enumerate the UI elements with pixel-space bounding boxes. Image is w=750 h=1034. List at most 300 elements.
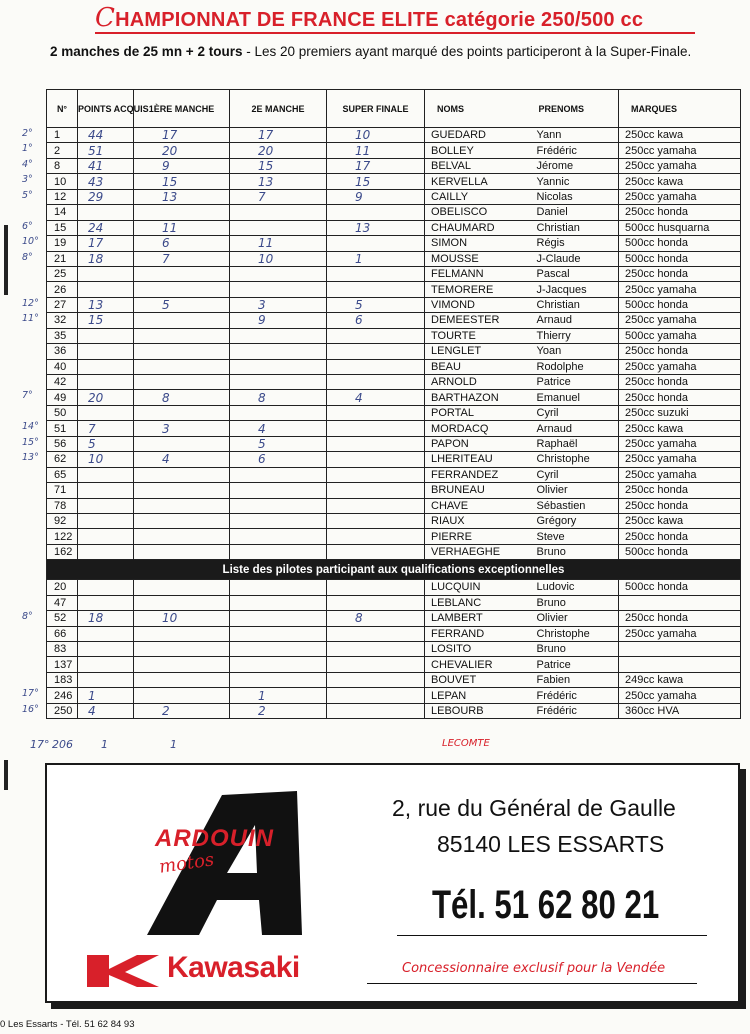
cell-marque: 250cc honda bbox=[619, 344, 741, 359]
cell-points: 51 bbox=[78, 143, 134, 158]
cell-marque: 249cc kawa bbox=[619, 672, 741, 687]
cell-number: 2 bbox=[47, 143, 78, 158]
rank-annotation: 12° bbox=[22, 298, 39, 309]
table-row bbox=[47, 580, 741, 595]
cell-marque: 250cc honda bbox=[619, 611, 741, 626]
cell-nom: BOLLEY bbox=[425, 143, 535, 158]
cell-super-finale bbox=[327, 657, 425, 672]
cell-manche1 bbox=[134, 672, 230, 687]
cell-super-finale: 10 bbox=[327, 128, 425, 143]
cell-marque: 250cc suzuki bbox=[619, 405, 741, 420]
cell-prenom: Yann bbox=[535, 128, 619, 143]
cell-nom: RIAUX bbox=[425, 513, 535, 528]
cell-points bbox=[78, 498, 134, 513]
cell-points bbox=[78, 359, 134, 374]
table-row bbox=[47, 452, 741, 467]
cell-super-finale bbox=[327, 529, 425, 544]
cell-marque: 500cc honda bbox=[619, 236, 741, 251]
scan-edge-mark bbox=[4, 760, 8, 790]
cell-prenom: Patrice bbox=[535, 657, 619, 672]
cell-nom: LHERITEAU bbox=[425, 452, 535, 467]
cell-manche1: 10 bbox=[134, 611, 230, 626]
cell-manche2: 6 bbox=[230, 452, 327, 467]
cell-points bbox=[78, 205, 134, 220]
cell-points: 20 bbox=[78, 390, 134, 405]
cell-manche1 bbox=[134, 626, 230, 641]
cell-manche1 bbox=[134, 266, 230, 281]
cell-manche1 bbox=[134, 405, 230, 420]
header-points: POINTS ACQUIS bbox=[78, 90, 134, 128]
table-row bbox=[47, 544, 741, 559]
cell-super-finale bbox=[327, 595, 425, 610]
cell-manche2: 20 bbox=[230, 143, 327, 158]
cell-manche1 bbox=[134, 529, 230, 544]
cell-prenom: Yannic bbox=[535, 174, 619, 189]
cell-manche1 bbox=[134, 580, 230, 595]
cell-manche2 bbox=[230, 611, 327, 626]
cell-number: 25 bbox=[47, 266, 78, 281]
cell-manche1: 9 bbox=[134, 158, 230, 173]
cell-super-finale bbox=[327, 672, 425, 687]
cell-manche2: 4 bbox=[230, 421, 327, 436]
cell-marque: 250cc honda bbox=[619, 205, 741, 220]
cell-manche2 bbox=[230, 513, 327, 528]
concession-text: Concessionnaire exclusif pour la Vendée bbox=[402, 961, 666, 976]
cell-points bbox=[78, 344, 134, 359]
cell-marque: 250cc yamaha bbox=[619, 189, 741, 204]
cell-nom: GUEDARD bbox=[425, 128, 535, 143]
cell-number: 35 bbox=[47, 328, 78, 343]
cell-marque: 250cc yamaha bbox=[619, 688, 741, 703]
rank-annotation: 3° bbox=[22, 174, 33, 185]
kawasaki-wordmark: Kawasaki bbox=[167, 951, 300, 984]
cell-nom: OBELISCO bbox=[425, 205, 535, 220]
table-row bbox=[47, 313, 741, 328]
cell-points: 43 bbox=[78, 174, 134, 189]
table-row bbox=[47, 297, 741, 312]
cell-manche2 bbox=[230, 657, 327, 672]
extra-manche1: 1 bbox=[170, 738, 177, 751]
cell-super-finale bbox=[327, 205, 425, 220]
table-row bbox=[47, 529, 741, 544]
extra-points: 1 bbox=[101, 738, 108, 751]
cell-nom: LEBLANC bbox=[425, 595, 535, 610]
cell-marque bbox=[619, 642, 741, 657]
cell-manche1: 8 bbox=[134, 390, 230, 405]
cell-manche1 bbox=[134, 513, 230, 528]
rank-annotation: 11° bbox=[22, 313, 39, 324]
cell-manche2 bbox=[230, 328, 327, 343]
cell-marque: 500cc honda bbox=[619, 297, 741, 312]
cell-manche1: 4 bbox=[134, 452, 230, 467]
cell-points: 4 bbox=[78, 703, 134, 718]
cell-manche1 bbox=[134, 375, 230, 390]
cell-number: 26 bbox=[47, 282, 78, 297]
rank-annotation: 6° bbox=[22, 221, 33, 232]
cell-prenom: Nicolas bbox=[535, 189, 619, 204]
cell-prenom: Grégory bbox=[535, 513, 619, 528]
cell-points bbox=[78, 266, 134, 281]
cell-nom: BRUNEAU bbox=[425, 483, 535, 498]
extra-name: LECOMTE bbox=[442, 738, 490, 749]
cell-number: 15 bbox=[47, 220, 78, 235]
cell-manche1 bbox=[134, 657, 230, 672]
cell-nom: MORDACQ bbox=[425, 421, 535, 436]
cell-nom: BELVAL bbox=[425, 158, 535, 173]
cell-super-finale bbox=[327, 580, 425, 595]
cell-number: 137 bbox=[47, 657, 78, 672]
cell-number: 52 bbox=[47, 611, 78, 626]
table-row bbox=[47, 158, 741, 173]
cell-prenom: Arnaud bbox=[535, 313, 619, 328]
table-row bbox=[47, 359, 741, 374]
cell-manche2 bbox=[230, 282, 327, 297]
subtitle-bold: 2 manches de 25 mn + 2 tours bbox=[50, 44, 243, 59]
cell-marque: 250cc honda bbox=[619, 266, 741, 281]
rank-annotation: 13° bbox=[22, 452, 39, 463]
cell-points bbox=[78, 544, 134, 559]
cell-marque bbox=[619, 595, 741, 610]
cell-marque: 250cc honda bbox=[619, 375, 741, 390]
header-marques: MARQUES bbox=[619, 90, 741, 128]
cell-manche2 bbox=[230, 405, 327, 420]
cell-nom: LENGLET bbox=[425, 344, 535, 359]
cell-super-finale bbox=[327, 405, 425, 420]
cell-super-finale: 8 bbox=[327, 611, 425, 626]
cell-nom: BEAU bbox=[425, 359, 535, 374]
cell-marque bbox=[619, 657, 741, 672]
header-noms: NOMS bbox=[425, 90, 535, 128]
cell-prenom: Ludovic bbox=[535, 580, 619, 595]
cell-prenom: Patrice bbox=[535, 375, 619, 390]
table-row bbox=[47, 143, 741, 158]
cell-nom: MOUSSE bbox=[425, 251, 535, 266]
cell-prenom: Olivier bbox=[535, 611, 619, 626]
rank-annotation: 8° bbox=[22, 611, 33, 622]
cell-manche2: 9 bbox=[230, 313, 327, 328]
cell-number: 19 bbox=[47, 236, 78, 251]
cell-manche1 bbox=[134, 359, 230, 374]
cell-marque: 500cc honda bbox=[619, 251, 741, 266]
address-line-2: 85140 LES ESSARTS bbox=[437, 831, 665, 857]
cell-manche1 bbox=[134, 205, 230, 220]
cell-prenom: Régis bbox=[535, 236, 619, 251]
cell-points: 17 bbox=[78, 236, 134, 251]
cell-number: 92 bbox=[47, 513, 78, 528]
cell-points: 13 bbox=[78, 297, 134, 312]
cell-manche2: 13 bbox=[230, 174, 327, 189]
cell-manche2: 2 bbox=[230, 703, 327, 718]
cell-nom: LUCQUIN bbox=[425, 580, 535, 595]
cell-manche2 bbox=[230, 483, 327, 498]
cell-number: 27 bbox=[47, 297, 78, 312]
cell-manche2 bbox=[230, 672, 327, 687]
cell-super-finale bbox=[327, 359, 425, 374]
cell-super-finale bbox=[327, 703, 425, 718]
cell-super-finale bbox=[327, 452, 425, 467]
page-subtitle bbox=[50, 44, 740, 64]
rank-annotation: 2° bbox=[22, 128, 33, 139]
cell-manche2 bbox=[230, 344, 327, 359]
cell-number: 1 bbox=[47, 128, 78, 143]
cell-points bbox=[78, 467, 134, 482]
results-table bbox=[46, 89, 741, 719]
cell-super-finale bbox=[327, 483, 425, 498]
cell-number: 32 bbox=[47, 313, 78, 328]
cell-super-finale: 17 bbox=[327, 158, 425, 173]
band-row bbox=[47, 560, 741, 580]
cell-nom: CHAUMARD bbox=[425, 220, 535, 235]
cell-super-finale: 13 bbox=[327, 220, 425, 235]
table-row bbox=[47, 513, 741, 528]
table-row bbox=[47, 595, 741, 610]
cell-number: 62 bbox=[47, 452, 78, 467]
cell-points: 10 bbox=[78, 452, 134, 467]
table-row bbox=[47, 189, 741, 204]
cell-marque: 500cc husquarna bbox=[619, 220, 741, 235]
cell-nom: VIMOND bbox=[425, 297, 535, 312]
cell-number: 56 bbox=[47, 436, 78, 451]
cell-manche2 bbox=[230, 580, 327, 595]
table-band bbox=[47, 560, 741, 580]
cell-manche1: 3 bbox=[134, 421, 230, 436]
table-row bbox=[47, 611, 741, 626]
cell-manche1 bbox=[134, 688, 230, 703]
cell-nom: TOURTE bbox=[425, 328, 535, 343]
cell-manche1: 6 bbox=[134, 236, 230, 251]
rank-annotation: 14° bbox=[22, 421, 39, 432]
cell-nom: TEMORERE bbox=[425, 282, 535, 297]
table-row bbox=[47, 498, 741, 513]
table-row bbox=[47, 421, 741, 436]
cell-marque: 250cc yamaha bbox=[619, 158, 741, 173]
cell-number: 8 bbox=[47, 158, 78, 173]
cell-manche1 bbox=[134, 595, 230, 610]
cell-marque: 250cc yamaha bbox=[619, 452, 741, 467]
cell-nom: LAMBERT bbox=[425, 611, 535, 626]
cell-nom: PORTAL bbox=[425, 405, 535, 420]
cell-points bbox=[78, 328, 134, 343]
table-row bbox=[47, 405, 741, 420]
cell-manche1: 11 bbox=[134, 220, 230, 235]
cell-marque: 250cc yamaha bbox=[619, 436, 741, 451]
cell-marque: 250cc yamaha bbox=[619, 359, 741, 374]
cell-super-finale bbox=[327, 498, 425, 513]
cell-manche2 bbox=[230, 544, 327, 559]
cell-number: 250 bbox=[47, 703, 78, 718]
cell-manche1: 2 bbox=[134, 703, 230, 718]
rank-annotation: 7° bbox=[22, 390, 33, 401]
extra-no: 206 bbox=[52, 738, 73, 751]
telephone: Tél. 51 62 80 21 bbox=[432, 883, 660, 927]
cell-super-finale bbox=[327, 282, 425, 297]
cell-prenom: Olivier bbox=[535, 483, 619, 498]
cell-number: 71 bbox=[47, 483, 78, 498]
cell-marque: 500cc honda bbox=[619, 580, 741, 595]
cell-number: 122 bbox=[47, 529, 78, 544]
cell-prenom: Bruno bbox=[535, 642, 619, 657]
cell-points bbox=[78, 375, 134, 390]
table-row bbox=[47, 642, 741, 657]
cell-nom: FERRANDEZ bbox=[425, 467, 535, 482]
page-title bbox=[95, 4, 695, 34]
ardouin-a-logo-icon bbox=[127, 785, 327, 945]
cell-marque: 500cc yamaha bbox=[619, 328, 741, 343]
table-row bbox=[47, 703, 741, 718]
table-row bbox=[47, 467, 741, 482]
table-row bbox=[47, 436, 741, 451]
cell-points: 29 bbox=[78, 189, 134, 204]
cell-manche2: 17 bbox=[230, 128, 327, 143]
cell-nom: LEPAN bbox=[425, 688, 535, 703]
cell-nom: ARNOLD bbox=[425, 375, 535, 390]
cell-marque: 250cc yamaha bbox=[619, 313, 741, 328]
cell-points: 44 bbox=[78, 128, 134, 143]
cell-prenom: Sébastien bbox=[535, 498, 619, 513]
rank-annotation: 4° bbox=[22, 159, 33, 170]
cell-manche1: 5 bbox=[134, 297, 230, 312]
cell-number: 47 bbox=[47, 595, 78, 610]
cell-manche2 bbox=[230, 220, 327, 235]
cell-manche1 bbox=[134, 436, 230, 451]
table-row bbox=[47, 344, 741, 359]
cell-points bbox=[78, 513, 134, 528]
cell-marque: 250cc kawa bbox=[619, 513, 741, 528]
cell-manche2 bbox=[230, 642, 327, 657]
cell-prenom: Rodolphe bbox=[535, 359, 619, 374]
cell-manche2: 8 bbox=[230, 390, 327, 405]
cell-points bbox=[78, 595, 134, 610]
cell-points bbox=[78, 657, 134, 672]
cell-points bbox=[78, 580, 134, 595]
cell-nom: KERVELLA bbox=[425, 174, 535, 189]
cell-points: 24 bbox=[78, 220, 134, 235]
rank-annotation: 1° bbox=[22, 143, 33, 154]
table-row bbox=[47, 128, 741, 143]
cell-super-finale: 11 bbox=[327, 143, 425, 158]
table-row bbox=[47, 626, 741, 641]
cell-super-finale: 4 bbox=[327, 390, 425, 405]
cell-nom: CHAVE bbox=[425, 498, 535, 513]
extra-rank: 17° bbox=[30, 738, 50, 751]
cell-number: 49 bbox=[47, 390, 78, 405]
scan-edge-mark bbox=[4, 225, 8, 295]
cell-prenom: J-Jacques bbox=[535, 282, 619, 297]
cell-prenom: Cyril bbox=[535, 405, 619, 420]
cell-super-finale bbox=[327, 236, 425, 251]
cell-prenom: Daniel bbox=[535, 205, 619, 220]
cell-manche1 bbox=[134, 467, 230, 482]
cell-super-finale bbox=[327, 375, 425, 390]
cell-prenom: Yoan bbox=[535, 344, 619, 359]
cell-prenom: Arnaud bbox=[535, 421, 619, 436]
table-row bbox=[47, 688, 741, 703]
cell-points: 18 bbox=[78, 251, 134, 266]
table-row bbox=[47, 390, 741, 405]
cell-manche1: 15 bbox=[134, 174, 230, 189]
rank-annotation: 5° bbox=[22, 190, 33, 201]
cell-manche2 bbox=[230, 595, 327, 610]
rank-annotation: 15° bbox=[22, 437, 39, 448]
cell-points bbox=[78, 672, 134, 687]
cell-number: 12 bbox=[47, 189, 78, 204]
cell-prenom: Christian bbox=[535, 220, 619, 235]
cell-super-finale bbox=[327, 266, 425, 281]
cell-marque: 500cc honda bbox=[619, 544, 741, 559]
cell-number: 183 bbox=[47, 672, 78, 687]
cell-marque: 250cc yamaha bbox=[619, 626, 741, 641]
header-prenoms: PRENOMS bbox=[535, 90, 619, 128]
cell-prenom: Cyril bbox=[535, 467, 619, 482]
cell-manche2 bbox=[230, 498, 327, 513]
cell-super-finale bbox=[327, 626, 425, 641]
cell-super-finale: 9 bbox=[327, 189, 425, 204]
cell-nom: LOSITO bbox=[425, 642, 535, 657]
header-manche1: 1ÈRE MANCHE bbox=[134, 90, 230, 128]
cell-manche2: 3 bbox=[230, 297, 327, 312]
rank-annotation: 8° bbox=[22, 252, 33, 263]
cell-nom: BOUVET bbox=[425, 672, 535, 687]
cell-nom: SIMON bbox=[425, 236, 535, 251]
cell-marque: 250cc honda bbox=[619, 483, 741, 498]
table-row bbox=[47, 375, 741, 390]
cell-super-finale bbox=[327, 642, 425, 657]
cell-manche2: 11 bbox=[230, 236, 327, 251]
dealer-advert bbox=[45, 763, 740, 1003]
cell-nom: FELMANN bbox=[425, 266, 535, 281]
band-label: Liste des pilotes participant aux qualifications exceptionnelles bbox=[47, 560, 741, 580]
cell-number: 20 bbox=[47, 580, 78, 595]
cell-marque: 250cc kawa bbox=[619, 128, 741, 143]
cell-manche2 bbox=[230, 266, 327, 281]
cell-super-finale bbox=[327, 688, 425, 703]
cell-number: 246 bbox=[47, 688, 78, 703]
cell-number: 42 bbox=[47, 375, 78, 390]
cell-manche2: 10 bbox=[230, 251, 327, 266]
cell-prenom: Raphaël bbox=[535, 436, 619, 451]
cell-nom: CAILLY bbox=[425, 189, 535, 204]
cell-points: 15 bbox=[78, 313, 134, 328]
cell-prenom: Christophe bbox=[535, 626, 619, 641]
cell-super-finale bbox=[327, 436, 425, 451]
cell-prenom: Fabien bbox=[535, 672, 619, 687]
kawasaki-k-icon bbox=[87, 955, 159, 987]
cell-manche1 bbox=[134, 483, 230, 498]
cell-marque: 250cc honda bbox=[619, 390, 741, 405]
table-row bbox=[47, 282, 741, 297]
cell-nom: CHEVALIER bbox=[425, 657, 535, 672]
cell-number: 10 bbox=[47, 174, 78, 189]
cell-prenom: Frédéric bbox=[535, 143, 619, 158]
cell-marque: 360cc HVA bbox=[619, 703, 741, 718]
cell-nom: LEBOURB bbox=[425, 703, 535, 718]
cell-manche2 bbox=[230, 529, 327, 544]
cell-prenom: Frédéric bbox=[535, 703, 619, 718]
table-row bbox=[47, 672, 741, 687]
divider bbox=[367, 983, 697, 984]
cell-number: 36 bbox=[47, 344, 78, 359]
table-row bbox=[47, 328, 741, 343]
address-line-1: 2, rue du Général de Gaulle bbox=[392, 795, 676, 821]
cell-number: 51 bbox=[47, 421, 78, 436]
cell-manche2 bbox=[230, 205, 327, 220]
cell-nom: BARTHAZON bbox=[425, 390, 535, 405]
cell-points: 18 bbox=[78, 611, 134, 626]
cell-number: 50 bbox=[47, 405, 78, 420]
cell-number: 65 bbox=[47, 467, 78, 482]
cell-manche2: 7 bbox=[230, 189, 327, 204]
cell-number: 78 bbox=[47, 498, 78, 513]
